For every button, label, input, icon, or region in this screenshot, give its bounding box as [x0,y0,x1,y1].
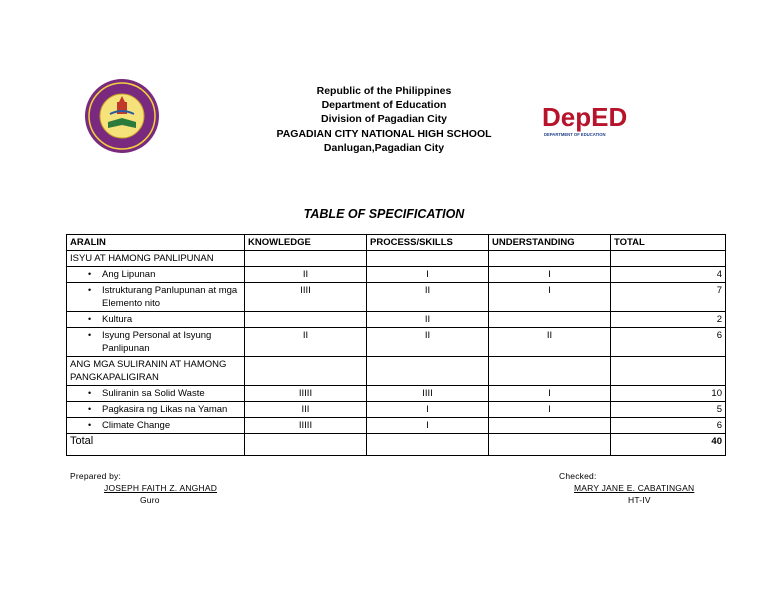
understanding-cell: I [489,402,611,418]
table-row: • Kultura II 2 [67,312,726,328]
table-row: • Ang Lipunan II I I 4 [67,267,726,283]
knowledge-cell: IIIII [245,418,367,434]
table-header-row [67,235,726,251]
understanding-cell [489,312,611,328]
process-cell: I [367,267,489,283]
topic-label: Pagkasira ng Likas na Yaman [102,404,228,415]
total-row [67,434,726,456]
table-row: • Suliranin sa Solid Waste IIIII IIII I 10 [67,386,726,402]
deped-logo-subtext: DEPARTMENT OF EDUCATION [544,132,606,137]
topic-label: Ang Lipunan [102,269,156,280]
section-row [67,357,726,386]
total-cell: 6 [611,418,726,434]
table-row: • Istrukturang Panlupunan at mga Elemento nito IIII II I 7 [67,283,726,312]
table-row: • Climate Change IIIII I 6 [67,418,726,434]
header-line-division: Division of Pagadian City [320,113,448,126]
topic-label: Istrukturang Panlupunan at mga Elemento nito [102,285,238,309]
prepared-by-name: JOSEPH FAITH Z. ANGHAD [104,483,218,493]
total-cell: 6 [611,328,726,357]
total-label: Total [67,434,245,456]
understanding-cell: I [489,283,611,312]
process-cell: I [367,402,489,418]
process-cell: I [367,418,489,434]
topic-label: Isyung Personal at Isyung Panlipunan [102,330,212,354]
table-row: • Pagkasira ng Likas na Yaman III I I 5 [67,402,726,418]
header-understanding: UNDERSTANDING [489,235,611,251]
process-cell: II [367,283,489,312]
knowledge-cell: II [245,328,367,357]
prepared-by-label: Prepared by: [70,471,122,481]
understanding-cell: I [489,386,611,402]
header-aralin: ARALIN [67,235,245,251]
document-header [234,84,534,155]
understanding-cell: I [489,267,611,283]
knowledge-cell [245,312,367,328]
knowledge-cell: II [245,267,367,283]
total-cell: 5 [611,402,726,418]
grand-total-value: 40 [611,434,726,456]
process-cell: II [367,328,489,357]
deped-logo-text: DepED [542,102,628,132]
prepared-by-role: Guro [140,495,160,505]
knowledge-cell: IIII [245,283,367,312]
header-process-skills: PROCESS/SKILLS [367,235,489,251]
school-seal-logo [84,78,160,154]
specification-table [66,234,726,456]
process-cell: IIII [367,386,489,402]
header-line-department: Department of Education [321,99,447,112]
header-line-republic: Republic of the Philippines [316,85,452,97]
total-cell: 7 [611,283,726,312]
understanding-cell [489,418,611,434]
topic-label: Kultura [102,314,133,325]
header-line-school: PAGADIAN CITY NATIONAL HIGH SCHOOL [276,127,492,140]
page-title: TABLE OF SPECIFICATION [303,207,465,221]
header-total: TOTAL [611,235,726,251]
section-title: ISYU AT HAMONG PANLIPUNAN [67,251,245,267]
understanding-cell: II [489,328,611,357]
checked-by-role: HT-IV [628,495,651,505]
header-knowledge: KNOWLEDGE [245,235,367,251]
topic-label: Climate Change [102,420,171,431]
process-cell: II [367,312,489,328]
header-line-address: Danlugan,Pagadian City [323,141,445,154]
checked-by-name: MARY JANE E. CABATINGAN [574,483,695,493]
checked-by-label: Checked: [559,471,597,481]
section-title: ANG MGA SULIRANIN AT HAMONG PANGKAPALIGIRAN [67,357,245,386]
deped-logo [540,96,640,140]
total-cell: 10 [611,386,726,402]
total-cell: 4 [611,267,726,283]
section-row [67,251,726,267]
topic-label: Suliranin sa Solid Waste [102,388,205,399]
knowledge-cell: III [245,402,367,418]
table-row: • Isyung Personal at Isyung Panlipunan II II II 6 [67,328,726,357]
total-cell: 2 [611,312,726,328]
knowledge-cell: IIIII [245,386,367,402]
